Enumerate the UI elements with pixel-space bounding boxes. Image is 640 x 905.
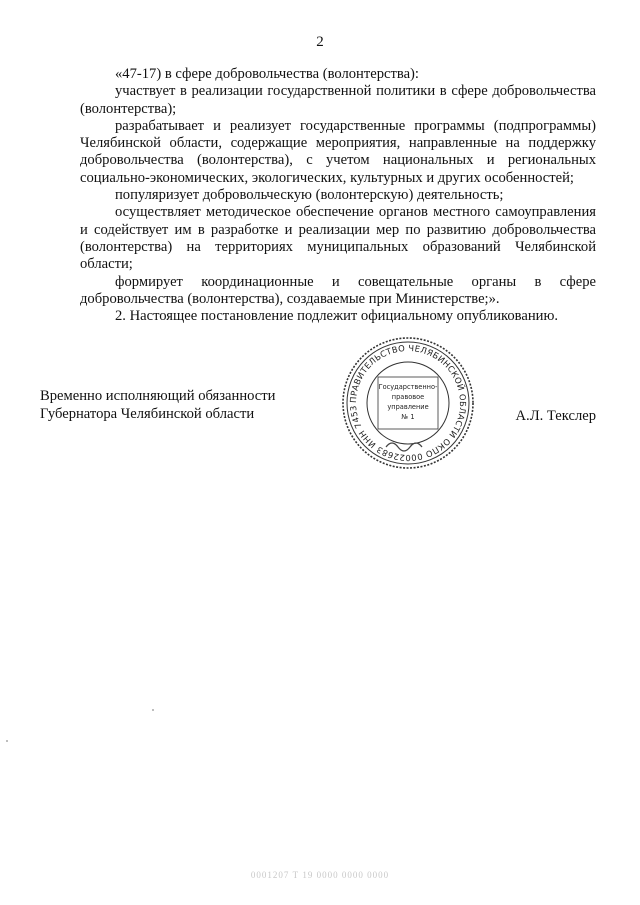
paragraph: «47-17) в сфере добровольчества (волонтерства): xyxy=(115,66,419,82)
document-body xyxy=(80,66,596,325)
paragraph: участвует в реализации государственной политики в сфере добровольчества (волонтерства); xyxy=(80,83,596,117)
signatory-title-line: Временно исполняющий обязанности xyxy=(40,388,276,404)
seal-center-text: Государственно- xyxy=(378,383,438,391)
signatory-title xyxy=(40,388,275,423)
paragraph: осуществляет методическое обеспечение органов местного самоуправления и содействует им в разработке и реализации мер по развитию добровольчества (волонтерства) на территориях муниципальных образований Челябинской области; xyxy=(80,204,596,273)
seal-center-text: правовое xyxy=(391,393,425,401)
paragraph: 2. Настоящее постановление подлежит официальному опубликованию. xyxy=(115,308,559,325)
signature-block xyxy=(40,388,596,448)
official-seal xyxy=(340,335,476,471)
seal-center-text: управление xyxy=(387,403,429,411)
signatory-title-line: Губернатора Челябинской области xyxy=(40,405,255,422)
paragraph: популяризует добровольческую (волонтерскую) деятельность; xyxy=(115,187,504,204)
scan-speck xyxy=(6,740,8,742)
seal-graphic xyxy=(340,335,476,471)
seal-center-text: № 1 xyxy=(401,413,415,421)
seal-ring-text: ПРАВИТЕЛЬСТВО ЧЕЛЯБИНСКОЙ ОБЛАСТИ ОКПО 00022683 ИНН 7453 xyxy=(347,342,469,464)
page-number: 2 xyxy=(316,34,324,50)
footer-watermark: 0001207 Т 19 0000 0000 0000 xyxy=(250,870,390,880)
scan-speck xyxy=(152,709,154,711)
signatory-name: А.Л. Текслер xyxy=(515,408,596,424)
paragraph: разрабатывает и реализует государственные программы (подпрограммы) Челябинской области, содержащие мероприятия, направленные на поддержку добровольчества (волонтерства), с учетом национальных и региональных социально-экономических, экологических, культурных и других особенностей; xyxy=(80,117,596,186)
paragraph: формирует координационные и совещательные органы в сфере добровольчества (волонтерства), создаваемые при Министерстве;». xyxy=(80,273,596,307)
